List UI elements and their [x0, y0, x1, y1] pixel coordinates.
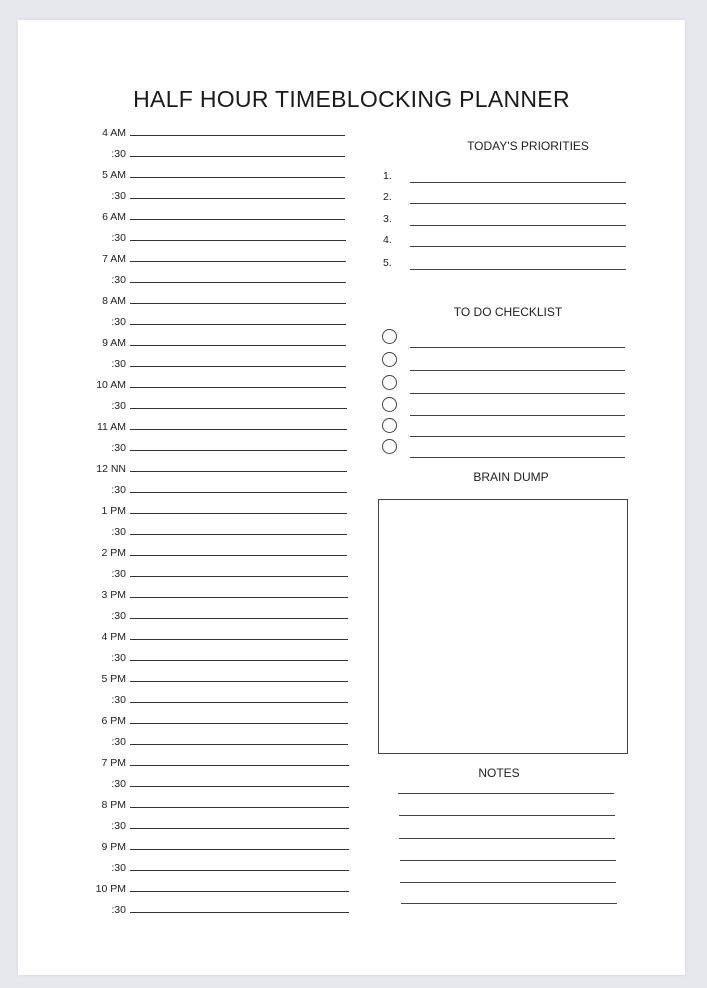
time-label: :30	[111, 778, 126, 790]
time-slot-line[interactable]	[130, 828, 349, 829]
time-slot-line[interactable]	[130, 870, 349, 871]
time-label: :30	[111, 694, 126, 706]
time-slot-line[interactable]	[130, 786, 349, 787]
notes-line[interactable]	[400, 882, 616, 883]
time-label: :30	[111, 232, 126, 244]
checkbox-circle-icon[interactable]	[382, 329, 397, 344]
notes-line[interactable]	[398, 793, 614, 794]
todo-line[interactable]	[410, 347, 625, 348]
time-slot-line[interactable]	[130, 366, 346, 367]
checkbox-circle-icon[interactable]	[382, 375, 397, 390]
time-label: :30	[111, 358, 126, 370]
todo-heading: TO DO CHECKLIST	[453, 305, 563, 319]
priority-line[interactable]	[410, 246, 626, 247]
time-slot-line[interactable]	[130, 282, 346, 283]
checkbox-circle-icon[interactable]	[382, 352, 397, 367]
time-label: :30	[111, 820, 126, 832]
time-slot-line[interactable]	[130, 597, 348, 598]
time-label: 10 AM	[96, 379, 126, 391]
time-label: 8 PM	[101, 799, 126, 811]
priority-line[interactable]	[410, 203, 626, 204]
time-slot-line[interactable]	[130, 387, 346, 388]
time-label: 1 PM	[101, 505, 126, 517]
time-slot-line[interactable]	[130, 240, 346, 241]
priority-line[interactable]	[410, 269, 626, 270]
time-label: :30	[111, 652, 126, 664]
time-slot-line[interactable]	[130, 702, 348, 703]
time-label: :30	[111, 316, 126, 328]
time-label: :30	[111, 400, 126, 412]
time-label: :30	[111, 274, 126, 286]
time-label: :30	[111, 736, 126, 748]
time-slot-line[interactable]	[130, 345, 346, 346]
time-label: 10 PM	[95, 883, 126, 895]
time-slot-line[interactable]	[130, 765, 349, 766]
time-label: :30	[111, 904, 126, 916]
checkbox-circle-icon[interactable]	[382, 439, 397, 454]
priority-number: 2.	[383, 191, 392, 203]
brain-dump-box[interactable]	[378, 499, 628, 754]
planner-page	[18, 20, 685, 975]
time-slot-line[interactable]	[130, 261, 346, 262]
time-label: 9 AM	[102, 337, 126, 349]
notes-line[interactable]	[400, 860, 616, 861]
priority-number: 5.	[383, 257, 392, 269]
time-slot-line[interactable]	[130, 660, 348, 661]
time-label: 5 AM	[102, 169, 126, 181]
time-label: :30	[111, 442, 126, 454]
time-label: 5 PM	[101, 673, 126, 685]
time-slot-line[interactable]	[130, 429, 347, 430]
todo-line[interactable]	[410, 370, 625, 371]
page-title: HALF HOUR TIMEBLOCKING PLANNER	[133, 86, 570, 112]
time-slot-line[interactable]	[130, 471, 347, 472]
priority-line[interactable]	[410, 182, 626, 183]
time-label: 9 PM	[101, 841, 126, 853]
todo-line[interactable]	[410, 457, 625, 458]
time-label: :30	[111, 148, 126, 160]
time-label: :30	[111, 862, 126, 874]
time-slot-line[interactable]	[130, 849, 349, 850]
time-label: 7 PM	[101, 757, 126, 769]
time-slot-line[interactable]	[130, 891, 349, 892]
priority-number: 4.	[383, 234, 392, 246]
notes-line[interactable]	[401, 903, 617, 904]
time-slot-line[interactable]	[130, 807, 349, 808]
time-label: 3 PM	[101, 589, 126, 601]
priority-number: 3.	[383, 213, 392, 225]
priorities-heading: TODAY'S PRIORITIES	[467, 139, 589, 153]
priority-line[interactable]	[410, 225, 626, 226]
time-slot-line[interactable]	[130, 681, 348, 682]
notes-heading: NOTES	[478, 766, 520, 780]
todo-line[interactable]	[410, 393, 625, 394]
notes-line[interactable]	[399, 815, 615, 816]
time-slot-line[interactable]	[130, 744, 348, 745]
time-slot-line[interactable]	[130, 219, 345, 220]
time-label: :30	[111, 610, 126, 622]
time-slot-line[interactable]	[130, 555, 347, 556]
time-slot-line[interactable]	[130, 135, 345, 136]
time-label: 12 NN	[96, 463, 126, 475]
time-slot-line[interactable]	[130, 576, 348, 577]
time-label: :30	[111, 526, 126, 538]
time-label: :30	[111, 484, 126, 496]
time-label: 8 AM	[102, 295, 126, 307]
time-slot-line[interactable]	[130, 177, 345, 178]
priority-number: 1.	[383, 170, 392, 182]
time-slot-line[interactable]	[130, 303, 346, 304]
time-label: 4 PM	[101, 631, 126, 643]
time-label: 6 PM	[101, 715, 126, 727]
checkbox-circle-icon[interactable]	[382, 418, 397, 433]
time-slot-line[interactable]	[130, 912, 349, 913]
time-slot-line[interactable]	[130, 513, 347, 514]
notes-line[interactable]	[399, 838, 615, 839]
time-slot-line[interactable]	[130, 618, 348, 619]
todo-line[interactable]	[410, 415, 625, 416]
time-slot-line[interactable]	[130, 492, 347, 493]
time-slot-line[interactable]	[130, 324, 346, 325]
time-label: 6 AM	[102, 211, 126, 223]
time-slot-line[interactable]	[130, 723, 348, 724]
checkbox-circle-icon[interactable]	[382, 397, 397, 412]
brain-dump-heading: BRAIN DUMP	[473, 470, 549, 484]
time-slot-line[interactable]	[130, 408, 347, 409]
time-slot-line[interactable]	[130, 534, 347, 535]
time-slot-line[interactable]	[130, 198, 345, 199]
time-label: :30	[111, 190, 126, 202]
time-label: 11 AM	[97, 421, 126, 433]
time-label: 7 AM	[102, 253, 126, 265]
time-label: 4 AM	[102, 127, 126, 139]
time-slot-line[interactable]	[130, 156, 345, 157]
time-label: 2 PM	[101, 547, 126, 559]
time-slot-line[interactable]	[130, 450, 347, 451]
time-label: :30	[111, 568, 126, 580]
todo-line[interactable]	[410, 436, 625, 437]
time-slot-line[interactable]	[130, 639, 348, 640]
